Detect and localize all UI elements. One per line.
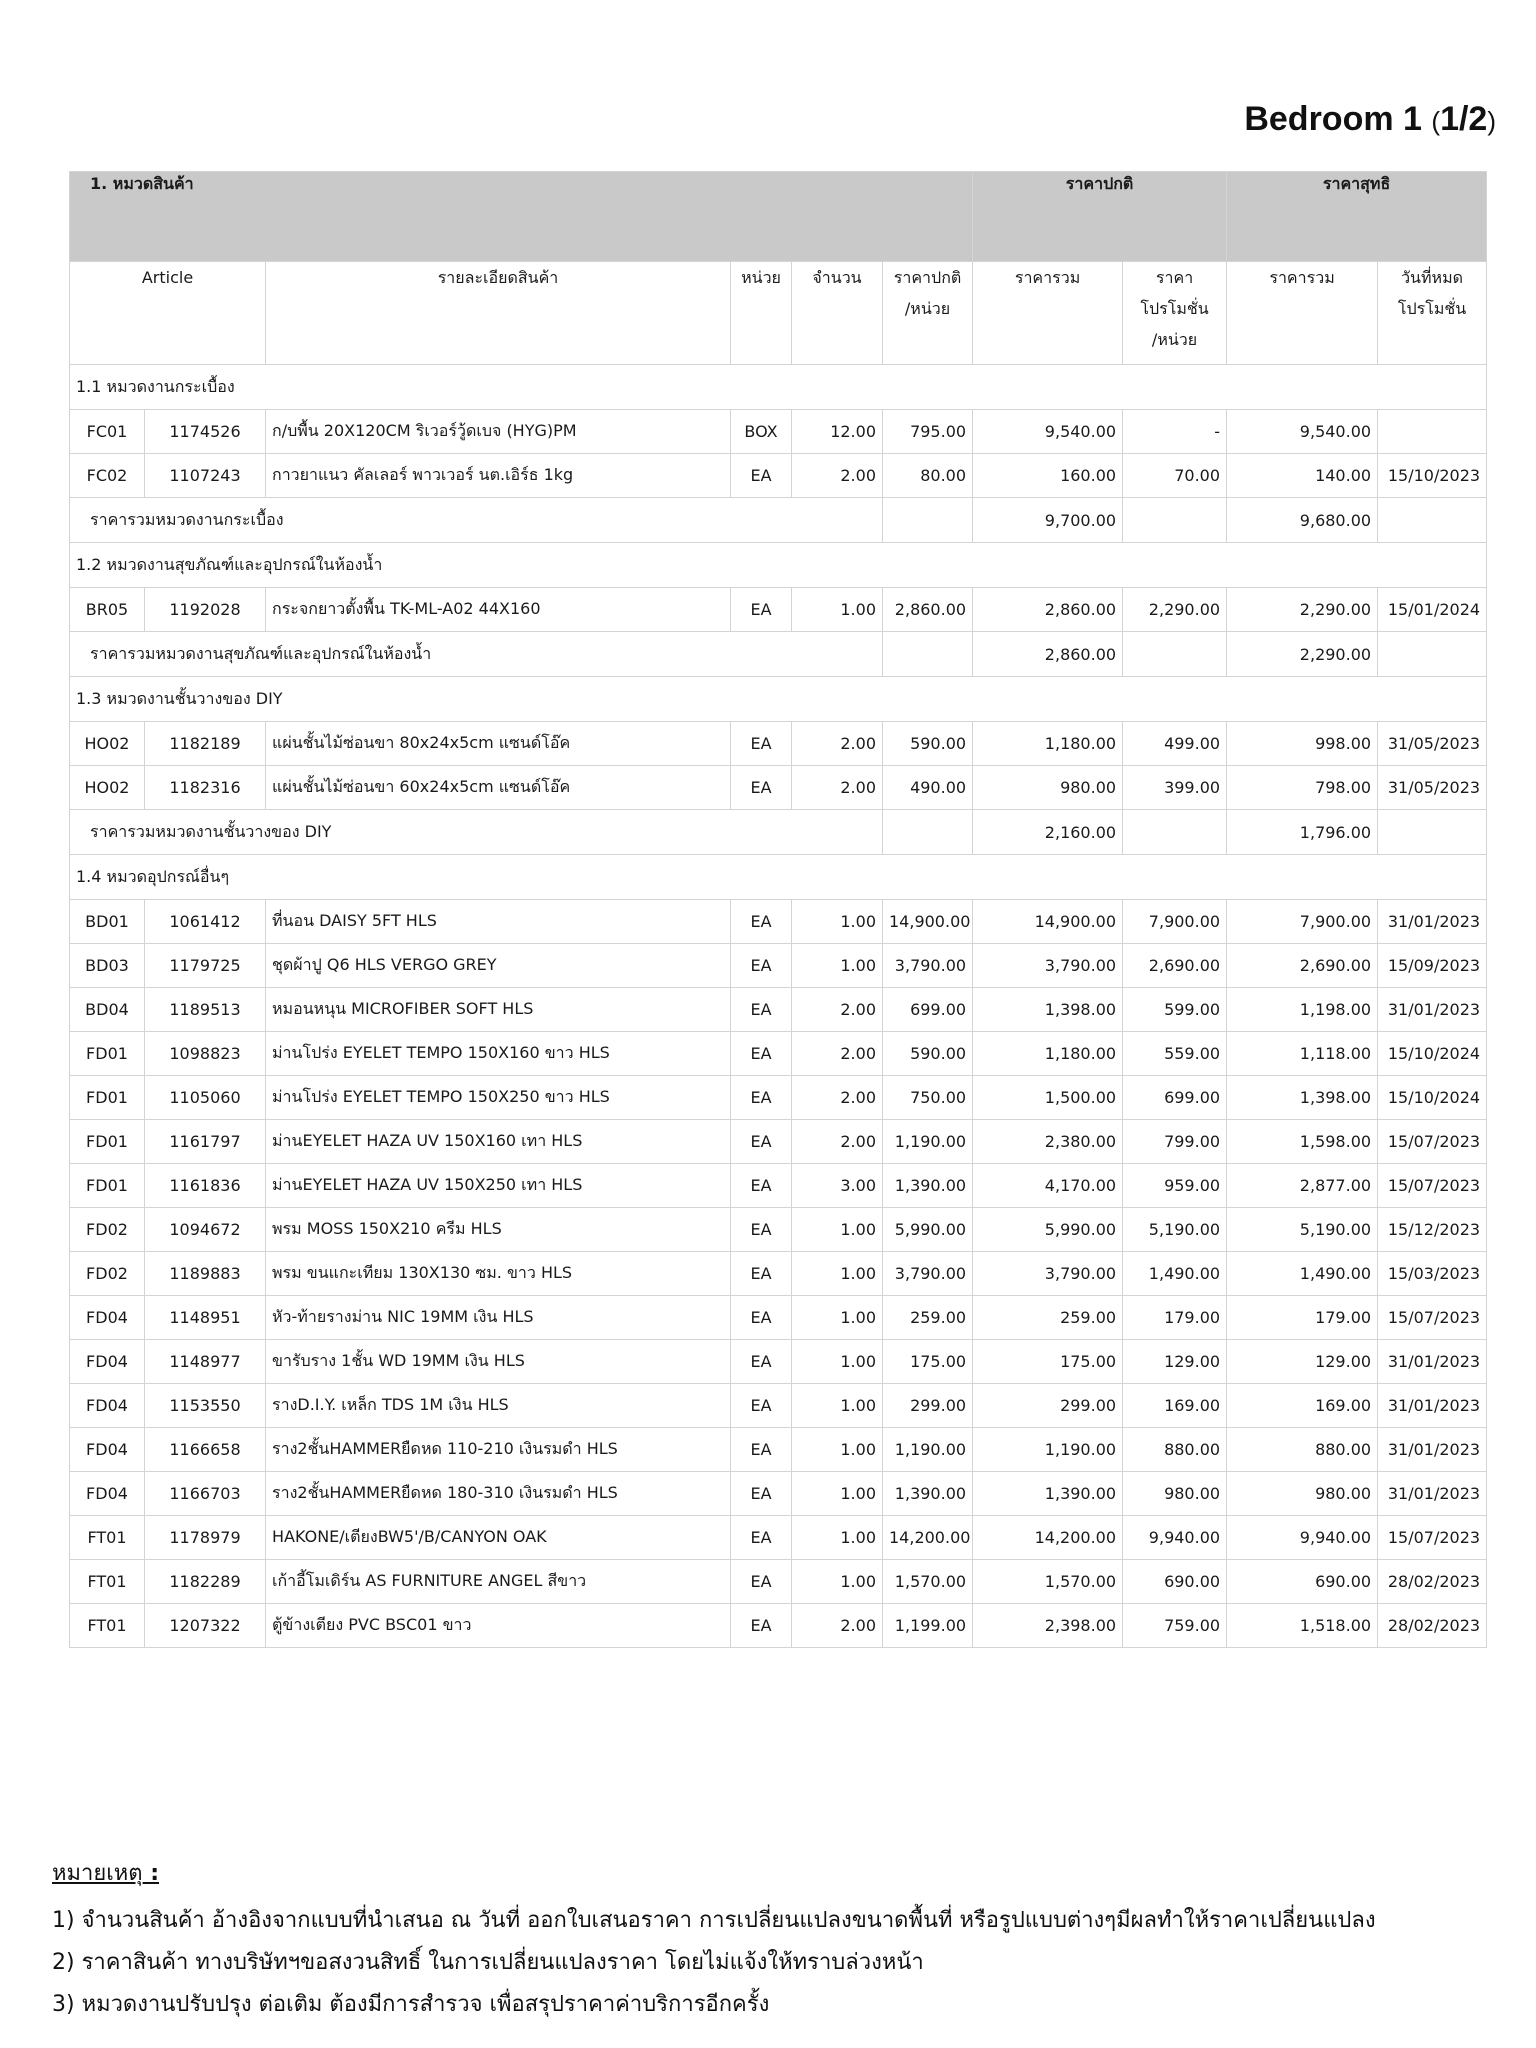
- item-unit: EA: [731, 944, 792, 988]
- item-qty: 1.00: [792, 1340, 883, 1384]
- item-code: BD01: [70, 900, 145, 944]
- item-description: ราง2ชั้นHAMMERยืดหด 110-210 เงินรมดำ HLS: [266, 1428, 731, 1472]
- item-description: ก/บพื้น 20X120CM ริเวอร์วู้ดเบจ (HYG)PM: [266, 410, 731, 454]
- item-article: 1153550: [145, 1384, 266, 1428]
- item-qty: 3.00: [792, 1164, 883, 1208]
- table-row: [70, 1076, 1487, 1120]
- item-promo-expiry: 28/02/2023: [1378, 1604, 1487, 1648]
- item-promo-price: 959.00: [1123, 1164, 1227, 1208]
- item-code: FD04: [70, 1472, 145, 1516]
- table-row: [70, 1604, 1487, 1648]
- notes-section: หมายเหตุ : 1) จำนวนสินค้า อ้างอิงจากแบบที่นำเสนอ ณ วันที่ ออกใบเสนอราคา การเปลี่ยนแปลงขนาดพื้นที่ หรือรูปแบบต่างๆมีผลทำให้ราคาเปลี่ยนแปลง 2) ราคาสินค้า ทางบริษัทฯขอสงวนสิทธิ์ ในการเปลี่ยนแปลงราคา โดยไม่แจ้งให้ทราบล่วงหน้า 3) หมวดงานปรับปรุง ต่อเติม ต้องมีการสำรวจ เพื่อสรุปราคาค่าบริการอีกครั้ง: [52, 1855, 1502, 2026]
- item-net-total: 1,398.00: [1227, 1076, 1378, 1120]
- item-qty: 2.00: [792, 1076, 883, 1120]
- item-net-total: 129.00: [1227, 1340, 1378, 1384]
- item-code: FC02: [70, 454, 145, 498]
- item-qty: 1.00: [792, 1384, 883, 1428]
- item-code: BD03: [70, 944, 145, 988]
- item-unit-price: 259.00: [883, 1296, 973, 1340]
- item-unit-price: 14,900.00: [883, 900, 973, 944]
- item-promo-expiry: 15/10/2024: [1378, 1076, 1487, 1120]
- note-line: 2) ราคาสินค้า ทางบริษัทฯขอสงวนสิทธิ์ ในการเปลี่ยนแปลงราคา โดยไม่แจ้งให้ทราบล่วงหน้า: [52, 1950, 924, 1975]
- col-article: Article: [70, 262, 266, 365]
- item-promo-price: 169.00: [1123, 1384, 1227, 1428]
- item-code: FD02: [70, 1252, 145, 1296]
- section-title: 1.1 หมวดงานกระเบื้อง: [70, 365, 1487, 410]
- item-unit: EA: [731, 722, 792, 766]
- item-unit-price: 590.00: [883, 722, 973, 766]
- item-description: ม่านโปร่ง EYELET TEMPO 150X250 ขาว HLS: [266, 1076, 731, 1120]
- item-unit: EA: [731, 1560, 792, 1604]
- item-code: BD04: [70, 988, 145, 1032]
- item-net-total: 1,490.00: [1227, 1252, 1378, 1296]
- item-description: รางD.I.Y. เหล็ก TDS 1M เงิน HLS: [266, 1384, 731, 1428]
- table-row: [70, 454, 1487, 498]
- item-unit: EA: [731, 588, 792, 632]
- item-unit: BOX: [731, 410, 792, 454]
- item-net-total: 1,518.00: [1227, 1604, 1378, 1648]
- item-unit-price: 590.00: [883, 1032, 973, 1076]
- item-code: FD01: [70, 1120, 145, 1164]
- item-promo-expiry: 15/07/2023: [1378, 1164, 1487, 1208]
- section-header-row: [70, 677, 1487, 722]
- section-header-row: [70, 543, 1487, 588]
- item-promo-expiry: 31/01/2023: [1378, 1428, 1487, 1472]
- item-net-total: 2,877.00: [1227, 1164, 1378, 1208]
- item-article: 1148977: [145, 1340, 266, 1384]
- item-net-total: 798.00: [1227, 766, 1378, 810]
- item-article: 1105060: [145, 1076, 266, 1120]
- item-qty: 1.00: [792, 1560, 883, 1604]
- item-description: ขารับราง 1ชั้น WD 19MM เงิน HLS: [266, 1340, 731, 1384]
- section-summary-row: [70, 810, 1487, 855]
- item-article: 1166703: [145, 1472, 266, 1516]
- item-unit-price: 2,860.00: [883, 588, 973, 632]
- item-description: ตู้ข้างเตียง PVC BSC01 ขาว: [266, 1604, 731, 1648]
- item-qty: 1.00: [792, 1428, 883, 1472]
- item-promo-expiry: 15/09/2023: [1378, 944, 1487, 988]
- section-summary-row: [70, 632, 1487, 677]
- item-code: FD04: [70, 1428, 145, 1472]
- item-description: หมอนหนุน MICROFIBER SOFT HLS: [266, 988, 731, 1032]
- item-code: FD04: [70, 1340, 145, 1384]
- item-total: 160.00: [973, 454, 1123, 498]
- item-total: 1,180.00: [973, 722, 1123, 766]
- table-row: [70, 1296, 1487, 1340]
- item-net-total: 5,190.00: [1227, 1208, 1378, 1252]
- table-row: [70, 1472, 1487, 1516]
- item-description: ชุดผ้าปู Q6 HLS VERGO GREY: [266, 944, 731, 988]
- summary-label: ราคารวมหมวดงานกระเบื้อง: [70, 498, 883, 543]
- col-net-total: ราคารวม: [1227, 262, 1378, 365]
- item-description: ม่านโปร่ง EYELET TEMPO 150X160 ขาว HLS: [266, 1032, 731, 1076]
- item-promo-expiry: [1378, 410, 1487, 454]
- item-unit: EA: [731, 1120, 792, 1164]
- item-code: HO02: [70, 766, 145, 810]
- item-code: FT01: [70, 1516, 145, 1560]
- item-unit-price: 750.00: [883, 1076, 973, 1120]
- table-row: [70, 900, 1487, 944]
- item-net-total: 980.00: [1227, 1472, 1378, 1516]
- item-promo-price: 129.00: [1123, 1340, 1227, 1384]
- summary-net-total: 1,796.00: [1227, 810, 1378, 855]
- item-article: 1189883: [145, 1252, 266, 1296]
- item-article: 1189513: [145, 988, 266, 1032]
- notes-title: หมายเหตุ: [52, 1861, 143, 1886]
- item-promo-price: 499.00: [1123, 722, 1227, 766]
- item-unit-price: 80.00: [883, 454, 973, 498]
- item-article: 1182316: [145, 766, 266, 810]
- section-header-row: [70, 855, 1487, 900]
- item-promo-expiry: 15/01/2024: [1378, 588, 1487, 632]
- item-article: 1061412: [145, 900, 266, 944]
- col-promo-expiry: วันที่หมด โปรโมชั่น: [1378, 262, 1487, 365]
- column-header-row: [70, 262, 1487, 365]
- item-total: 1,390.00: [973, 1472, 1123, 1516]
- item-unit-price: 1,190.00: [883, 1428, 973, 1472]
- item-qty: 2.00: [792, 454, 883, 498]
- item-unit: EA: [731, 1076, 792, 1120]
- table-row: [70, 1032, 1487, 1076]
- item-net-total: 1,198.00: [1227, 988, 1378, 1032]
- item-promo-price: 699.00: [1123, 1076, 1227, 1120]
- col-total: ราคารวม: [973, 262, 1123, 365]
- item-description: แผ่นชั้นไม้ซ่อนขา 60x24x5cm แซนด์โอ๊ค: [266, 766, 731, 810]
- item-unit: EA: [731, 454, 792, 498]
- item-unit-price: 14,200.00: [883, 1516, 973, 1560]
- item-total: 9,540.00: [973, 410, 1123, 454]
- item-net-total: 690.00: [1227, 1560, 1378, 1604]
- item-promo-price: 799.00: [1123, 1120, 1227, 1164]
- item-promo-price: 599.00: [1123, 988, 1227, 1032]
- item-net-total: 7,900.00: [1227, 900, 1378, 944]
- item-article: 1207322: [145, 1604, 266, 1648]
- item-unit-price: 175.00: [883, 1340, 973, 1384]
- col-unit: หน่วย: [731, 262, 792, 365]
- item-code: FD01: [70, 1164, 145, 1208]
- item-promo-expiry: 15/12/2023: [1378, 1208, 1487, 1252]
- item-promo-price: 690.00: [1123, 1560, 1227, 1604]
- item-article: 1094672: [145, 1208, 266, 1252]
- item-promo-price: 1,490.00: [1123, 1252, 1227, 1296]
- item-total: 2,398.00: [973, 1604, 1123, 1648]
- item-net-total: 140.00: [1227, 454, 1378, 498]
- item-article: 1192028: [145, 588, 266, 632]
- item-total: 1,500.00: [973, 1076, 1123, 1120]
- section-summary-row: [70, 498, 1487, 543]
- item-total: 3,790.00: [973, 1252, 1123, 1296]
- item-unit-price: 1,390.00: [883, 1472, 973, 1516]
- item-promo-price: 759.00: [1123, 1604, 1227, 1648]
- item-total: 1,190.00: [973, 1428, 1123, 1472]
- item-article: 1161836: [145, 1164, 266, 1208]
- item-qty: 1.00: [792, 1252, 883, 1296]
- item-qty: 2.00: [792, 1604, 883, 1648]
- item-unit: EA: [731, 1032, 792, 1076]
- summary-label: ราคารวมหมวดงานสุขภัณฑ์และอุปกรณ์ในห้องน้ำ: [70, 632, 883, 677]
- item-unit-price: 795.00: [883, 410, 973, 454]
- item-net-total: 9,940.00: [1227, 1516, 1378, 1560]
- item-total: 3,790.00: [973, 944, 1123, 988]
- item-total: 175.00: [973, 1340, 1123, 1384]
- item-unit-price: 490.00: [883, 766, 973, 810]
- item-description: หัว-ท้ายรางม่าน NIC 19MM เงิน HLS: [266, 1296, 731, 1340]
- item-promo-price: 70.00: [1123, 454, 1227, 498]
- item-unit-price: 5,990.00: [883, 1208, 973, 1252]
- item-total: 14,900.00: [973, 900, 1123, 944]
- item-promo-expiry: 15/07/2023: [1378, 1296, 1487, 1340]
- item-unit-price: 699.00: [883, 988, 973, 1032]
- item-unit-price: 1,570.00: [883, 1560, 973, 1604]
- item-unit: EA: [731, 1340, 792, 1384]
- item-description: กระจกยาวตั้งพื้น TK-ML-A02 44X160: [266, 588, 731, 632]
- item-promo-price: -: [1123, 410, 1227, 454]
- summary-label: ราคารวมหมวดงานชั้นวางของ DIY: [70, 810, 883, 855]
- item-description: ราง2ชั้นHAMMERยืดหด 180-310 เงินรมดำ HLS: [266, 1472, 731, 1516]
- item-description: ม่านEYELET HAZA UV 150X160 เทา HLS: [266, 1120, 731, 1164]
- item-promo-price: 980.00: [1123, 1472, 1227, 1516]
- table-row: [70, 1428, 1487, 1472]
- item-qty: 1.00: [792, 1296, 883, 1340]
- col-promo-price: ราคา โปรโมชั่น /หน่วย: [1123, 262, 1227, 365]
- item-code: FC01: [70, 410, 145, 454]
- table-row: [70, 1384, 1487, 1428]
- item-total: 1,180.00: [973, 1032, 1123, 1076]
- item-article: 1166658: [145, 1428, 266, 1472]
- item-article: 1098823: [145, 1032, 266, 1076]
- item-total: 1,570.00: [973, 1560, 1123, 1604]
- note-line: 1) จำนวนสินค้า อ้างอิงจากแบบที่นำเสนอ ณ วันที่ ออกใบเสนอราคา การเปลี่ยนแปลงขนาดพื้นที่ หรือรูปแบบต่างๆมีผลทำให้ราคาเปลี่ยนแปลง: [52, 1908, 1376, 1933]
- item-net-total: 2,690.00: [1227, 944, 1378, 988]
- category-header: 1. หมวดสินค้า: [70, 172, 973, 262]
- item-qty: 2.00: [792, 988, 883, 1032]
- item-qty: 1.00: [792, 1516, 883, 1560]
- item-promo-expiry: 31/01/2023: [1378, 900, 1487, 944]
- item-net-total: 1,598.00: [1227, 1120, 1378, 1164]
- item-promo-price: 179.00: [1123, 1296, 1227, 1340]
- item-promo-price: 399.00: [1123, 766, 1227, 810]
- item-total: 1,398.00: [973, 988, 1123, 1032]
- item-promo-expiry: 31/01/2023: [1378, 1472, 1487, 1516]
- item-promo-expiry: 28/02/2023: [1378, 1560, 1487, 1604]
- item-total: 259.00: [973, 1296, 1123, 1340]
- item-total: 4,170.00: [973, 1164, 1123, 1208]
- quotation-table: [69, 171, 1487, 1648]
- item-unit: EA: [731, 1604, 792, 1648]
- item-qty: 1.00: [792, 588, 883, 632]
- table-row: [70, 1120, 1487, 1164]
- item-unit-price: 1,190.00: [883, 1120, 973, 1164]
- table-row: [70, 410, 1487, 454]
- item-code: FD02: [70, 1208, 145, 1252]
- item-unit: EA: [731, 1164, 792, 1208]
- table-row: [70, 1164, 1487, 1208]
- item-net-total: 179.00: [1227, 1296, 1378, 1340]
- item-qty: 1.00: [792, 1472, 883, 1516]
- item-article: 1148951: [145, 1296, 266, 1340]
- item-promo-price: 9,940.00: [1123, 1516, 1227, 1560]
- item-code: FD01: [70, 1032, 145, 1076]
- item-code: FD04: [70, 1296, 145, 1340]
- item-total: 980.00: [973, 766, 1123, 810]
- item-promo-expiry: 31/05/2023: [1378, 766, 1487, 810]
- item-promo-expiry: 15/10/2023: [1378, 454, 1487, 498]
- summary-total: 2,160.00: [973, 810, 1123, 855]
- item-code: FT01: [70, 1604, 145, 1648]
- item-unit: EA: [731, 766, 792, 810]
- item-unit: EA: [731, 1516, 792, 1560]
- summary-net-total: 9,680.00: [1227, 498, 1378, 543]
- item-unit: EA: [731, 1208, 792, 1252]
- item-total: 2,860.00: [973, 588, 1123, 632]
- item-net-total: 998.00: [1227, 722, 1378, 766]
- item-description: HAKONE/เตียงBW5'/B/CANYON OAK: [266, 1516, 731, 1560]
- item-unit-price: 3,790.00: [883, 1252, 973, 1296]
- table-row: [70, 1208, 1487, 1252]
- item-unit: EA: [731, 1296, 792, 1340]
- item-net-total: 169.00: [1227, 1384, 1378, 1428]
- header-group-row: [70, 172, 1487, 262]
- item-promo-expiry: 15/07/2023: [1378, 1516, 1487, 1560]
- item-promo-expiry: 15/10/2024: [1378, 1032, 1487, 1076]
- item-article: 1182189: [145, 722, 266, 766]
- item-unit: EA: [731, 1472, 792, 1516]
- item-promo-expiry: 15/03/2023: [1378, 1252, 1487, 1296]
- item-unit: EA: [731, 1428, 792, 1472]
- item-code: FT01: [70, 1560, 145, 1604]
- item-description: พรม MOSS 150X210 ครีม HLS: [266, 1208, 731, 1252]
- item-description: แผ่นชั้นไม้ซ่อนขา 80x24x5cm แซนด์โอ๊ค: [266, 722, 731, 766]
- table-row: [70, 1516, 1487, 1560]
- item-unit-price: 1,390.00: [883, 1164, 973, 1208]
- table-row: [70, 588, 1487, 632]
- col-description: รายละเอียดสินค้า: [266, 262, 731, 365]
- net-price-group-header: ราคาสุทธิ: [1227, 172, 1487, 262]
- item-qty: 1.00: [792, 944, 883, 988]
- item-qty: 2.00: [792, 766, 883, 810]
- item-description: กาวยาแนว คัลเลอร์ พาวเวอร์ นต.เอิร์ธ 1kg: [266, 454, 731, 498]
- item-net-total: 2,290.00: [1227, 588, 1378, 632]
- page-title: Bedroom 1 (1/2): [1244, 100, 1496, 138]
- item-article: 1182289: [145, 1560, 266, 1604]
- item-total: 5,990.00: [973, 1208, 1123, 1252]
- col-qty: จำนวน: [792, 262, 883, 365]
- item-promo-price: 880.00: [1123, 1428, 1227, 1472]
- summary-total: 2,860.00: [973, 632, 1123, 677]
- item-article: 1179725: [145, 944, 266, 988]
- item-unit-price: 299.00: [883, 1384, 973, 1428]
- item-promo-price: 2,690.00: [1123, 944, 1227, 988]
- item-qty: 1.00: [792, 900, 883, 944]
- section-title: 1.4 หมวดอุปกรณ์อื่นๆ: [70, 855, 1487, 900]
- item-article: 1174526: [145, 410, 266, 454]
- item-code: FD01: [70, 1076, 145, 1120]
- table-row: [70, 1252, 1487, 1296]
- note-line: 3) หมวดงานปรับปรุง ต่อเติม ต้องมีการสำรวจ เพื่อสรุปราคาค่าบริการอีกครั้ง: [52, 1992, 770, 2017]
- normal-price-group-header: ราคาปกติ: [973, 172, 1227, 262]
- item-total: 299.00: [973, 1384, 1123, 1428]
- item-unit: EA: [731, 1384, 792, 1428]
- item-description: ม่านEYELET HAZA UV 150X250 เทา HLS: [266, 1164, 731, 1208]
- item-promo-price: 7,900.00: [1123, 900, 1227, 944]
- item-unit: EA: [731, 1252, 792, 1296]
- item-promo-price: 559.00: [1123, 1032, 1227, 1076]
- item-description: พรม ขนแกะเทียม 130X130 ซม. ขาว HLS: [266, 1252, 731, 1296]
- section-title: 1.2 หมวดงานสุขภัณฑ์และอุปกรณ์ในห้องน้ำ: [70, 543, 1487, 588]
- table-row: [70, 1560, 1487, 1604]
- item-code: BR05: [70, 588, 145, 632]
- table-row: [70, 1340, 1487, 1384]
- item-promo-price: 2,290.00: [1123, 588, 1227, 632]
- page-title-part: 1/2: [1440, 100, 1488, 138]
- item-article: 1178979: [145, 1516, 266, 1560]
- col-unit-price: ราคาปกติ /หน่วย: [883, 262, 973, 365]
- item-article: 1107243: [145, 454, 266, 498]
- item-qty: 2.00: [792, 1120, 883, 1164]
- item-net-total: 880.00: [1227, 1428, 1378, 1472]
- item-code: HO02: [70, 722, 145, 766]
- item-qty: 12.00: [792, 410, 883, 454]
- item-unit-price: 1,199.00: [883, 1604, 973, 1648]
- item-qty: 2.00: [792, 1032, 883, 1076]
- table-row: [70, 944, 1487, 988]
- item-unit-price: 3,790.00: [883, 944, 973, 988]
- item-total: 2,380.00: [973, 1120, 1123, 1164]
- item-total: 14,200.00: [973, 1516, 1123, 1560]
- page-title-main: Bedroom 1: [1244, 100, 1422, 138]
- item-article: 1161797: [145, 1120, 266, 1164]
- item-promo-expiry: 31/01/2023: [1378, 1340, 1487, 1384]
- item-qty: 1.00: [792, 1208, 883, 1252]
- item-code: FD04: [70, 1384, 145, 1428]
- item-promo-price: 5,190.00: [1123, 1208, 1227, 1252]
- table-row: [70, 722, 1487, 766]
- section-title: 1.3 หมวดงานชั้นวางของ DIY: [70, 677, 1487, 722]
- item-description: ที่นอน DAISY 5FT HLS: [266, 900, 731, 944]
- table-row: [70, 988, 1487, 1032]
- item-qty: 2.00: [792, 722, 883, 766]
- item-net-total: 1,118.00: [1227, 1032, 1378, 1076]
- item-description: เก้าอี้โมเดิร์น AS FURNITURE ANGEL สีขาว: [266, 1560, 731, 1604]
- item-promo-expiry: 31/05/2023: [1378, 722, 1487, 766]
- summary-total: 9,700.00: [973, 498, 1123, 543]
- item-promo-expiry: 15/07/2023: [1378, 1120, 1487, 1164]
- summary-net-total: 2,290.00: [1227, 632, 1378, 677]
- item-promo-expiry: 31/01/2023: [1378, 988, 1487, 1032]
- item-unit: EA: [731, 988, 792, 1032]
- item-net-total: 9,540.00: [1227, 410, 1378, 454]
- item-promo-expiry: 31/01/2023: [1378, 1384, 1487, 1428]
- table-row: [70, 766, 1487, 810]
- item-unit: EA: [731, 900, 792, 944]
- section-header-row: [70, 365, 1487, 410]
